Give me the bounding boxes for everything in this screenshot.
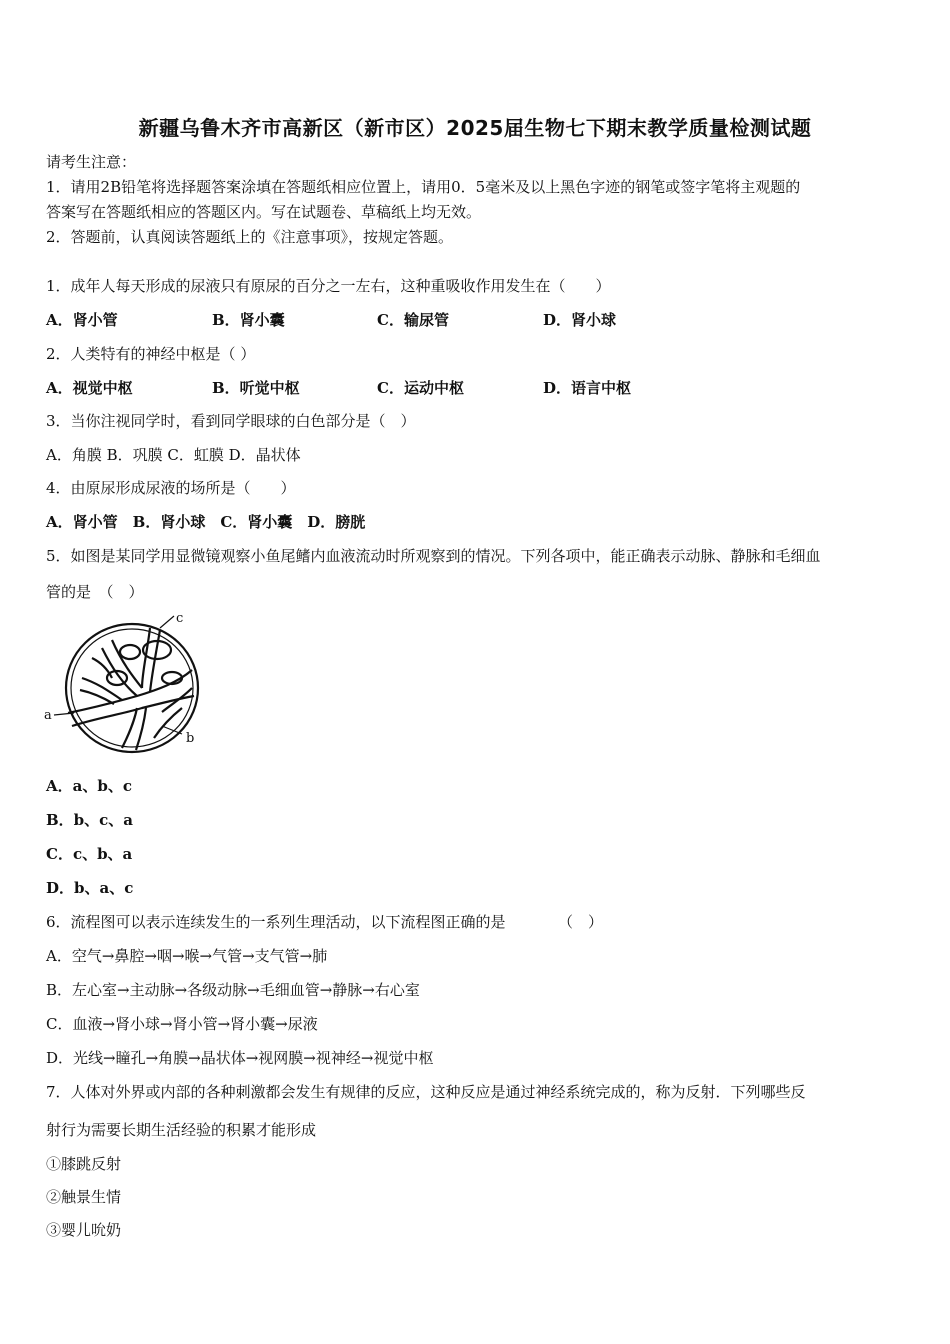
q2-option-d: D．语言中枢: [543, 379, 632, 397]
figure-label-a: a: [44, 708, 52, 723]
q1-option-d: D．肾小球: [543, 311, 617, 329]
q5-option-a: A．a、b、c: [46, 777, 132, 795]
q1-option-a: A．肾小管: [46, 311, 118, 329]
q7-item-2: ②触景生情: [46, 1188, 122, 1206]
q6-option-d: D．光线→瞳孔→角膜→晶状体→视网膜→视神经→视觉中枢: [46, 1049, 434, 1067]
figure-label-b: b: [186, 731, 195, 746]
question-3-stem: 3．当你注视同学时，看到同学眼球的白色部分是（ ）: [46, 412, 416, 430]
question-7-stem-line2: 射行为需要长期生活经验的积累才能形成: [46, 1121, 317, 1139]
question-6-stem: 6．流程图可以表示连续发生的一系列生理活动，以下流程图正确的是 （ ）: [46, 913, 604, 931]
fish-tail-blood-vessel-figure: [42, 608, 212, 758]
q3-options: A．角膜 B．巩膜 C．虹膜 D．晶状体: [46, 446, 301, 464]
q5-option-b: B．b、c、a: [46, 811, 134, 829]
notice-line-1b: 答案写在答题纸相应的答题区内。写在试题卷、草稿纸上均无效。: [46, 203, 482, 221]
q6-option-a: A．空气→鼻腔→咽→喉→气管→支气管→肺: [46, 947, 328, 965]
page-title: 新疆乌鲁木齐市高新区（新市区）2025届生物七下期末教学质量检测试题: [138, 116, 812, 140]
notice-heading: 请考生注意：: [46, 153, 137, 171]
question-5-stem-line2: 管的是 （ ）: [46, 583, 144, 601]
q4-options: A．肾小管 B．肾小球 C．肾小囊 D．膀胱: [46, 513, 366, 531]
question-5-stem-line1: 5．如图是某同学用显微镜观察小鱼尾鳍内血液流动时所观察到的情况。下列各项中，能正确表示动脉、静脉和毛细血: [46, 547, 821, 565]
question-4-stem: 4．由原尿形成尿液的场所是（ ）: [46, 479, 296, 497]
q5-option-d: D．b、a、c: [46, 879, 134, 897]
q2-option-b: B．听觉中枢: [212, 379, 300, 397]
notice-line-2: 2．答题前，认真阅读答题纸上的《注意事项》，按规定答题。: [46, 228, 454, 246]
q1-option-c: C．输尿管: [377, 311, 449, 329]
q6-option-c: C．血液→肾小球→肾小管→肾小囊→尿液: [46, 1015, 318, 1033]
notice-line-1a: 1．请用2B铅笔将选择题答案涂填在答题纸相应位置上，请用0．5毫米及以上黑色字迹的钢笔或签字笔将主观题的: [46, 178, 801, 196]
q7-item-1: ①膝跳反射: [46, 1155, 122, 1173]
q6-option-b: B．左心室→主动脉→各级动脉→毛细血管→静脉→右心室: [46, 981, 420, 999]
question-1-stem: 1．成年人每天形成的尿液只有原尿的百分之一左右，这种重吸收作用发生在（ ）: [46, 277, 611, 295]
q1-option-b: B．肾小囊: [212, 311, 285, 329]
q7-item-3: ③婴儿吮奶: [46, 1221, 122, 1239]
question-7-stem-line1: 7．人体对外界或内部的各种刺激都会发生有规律的反应，这种反应是通过神经系统完成的，称为反射．下列哪些反: [46, 1083, 806, 1101]
figure-label-c: c: [176, 611, 184, 626]
q2-option-c: C．运动中枢: [377, 379, 464, 397]
q5-option-c: C．c、b、a: [46, 845, 133, 863]
question-2-stem: 2．人类特有的神经中枢是（ ）: [46, 345, 256, 363]
q2-option-a: A．视觉中枢: [46, 379, 133, 397]
